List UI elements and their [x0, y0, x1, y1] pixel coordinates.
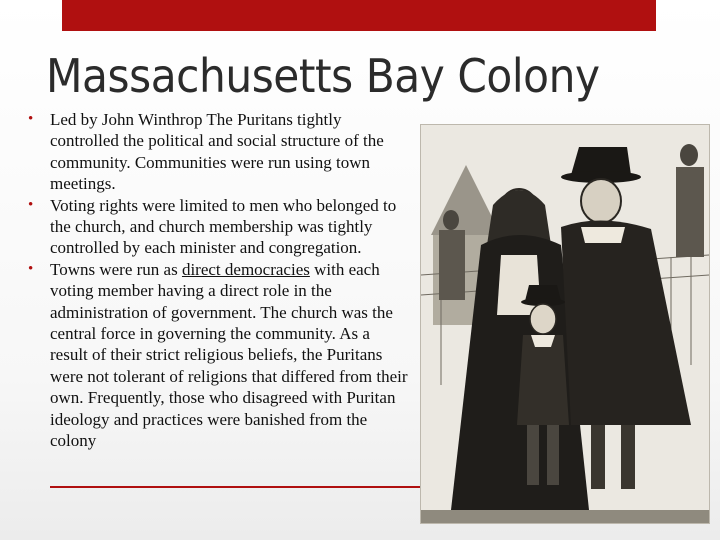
puritan-family-illustration — [420, 124, 710, 524]
bullet-text: Voting rights were limited to men who belonged to the church, and church membership was tightly controlled by each minister and congregation. — [50, 195, 397, 258]
bullet-item — [28, 259, 408, 452]
bullet-item — [28, 195, 408, 259]
puritan-family-engraving-icon — [421, 125, 709, 523]
slide-title: Massachusetts Bay Colony — [46, 49, 600, 103]
bullet-marker-icon: • — [28, 260, 34, 277]
direct-democracies-link[interactable]: direct democracies — [181, 259, 310, 279]
bullet-text-suffix: with each voting member having a direct role in the administration of government. The church was the central force in governing the community. As a result of their strict religious beliefs, the Puritans were not tolerant of religions that differed from their own. Frequently, those who disagreed with Puritan ideology and practices were banished from the colony — [50, 259, 408, 451]
bullet-marker-icon: • — [28, 111, 34, 127]
bullet-list — [28, 109, 408, 452]
bullet-marker-icon: • — [28, 196, 34, 213]
top-accent-bar — [62, 0, 656, 31]
bullet-text-prefix: Towns were run as — [50, 259, 182, 279]
red-divider-rule — [50, 486, 420, 488]
bullet-text: Led by John Winthrop The Puritans tightly controlled the political and social structure of the community. Communities were run using town meetings. — [50, 110, 384, 194]
bullet-item — [28, 109, 408, 195]
